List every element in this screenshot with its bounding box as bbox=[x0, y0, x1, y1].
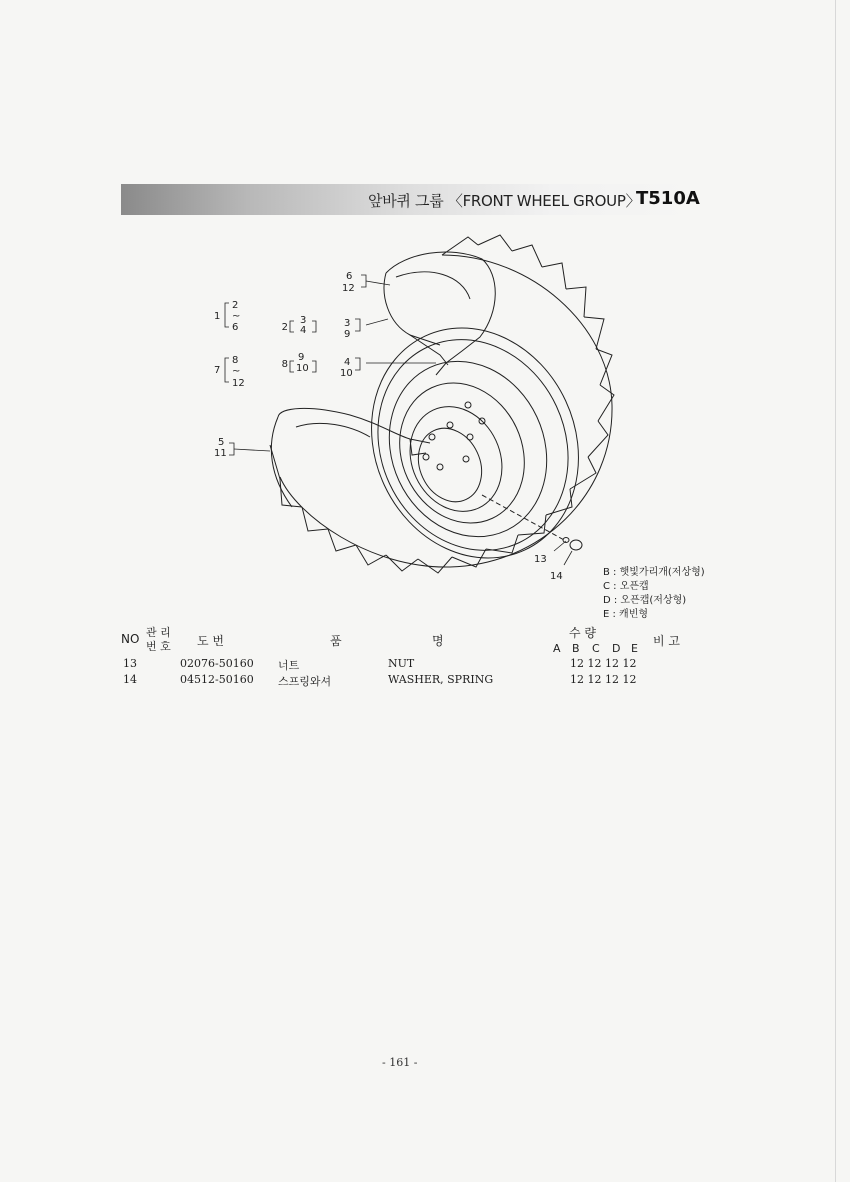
callout-14: 14 bbox=[550, 571, 563, 582]
col-drawing-no: 도 번 bbox=[197, 634, 224, 648]
callout-2-top: 3 bbox=[300, 315, 307, 326]
page-number: - 161 - bbox=[382, 1056, 418, 1069]
wheel-illustration bbox=[200, 215, 710, 625]
row-part-no: 02076-50160 bbox=[180, 657, 254, 670]
callout-8-top: 9 bbox=[298, 352, 305, 363]
row-no: 13 bbox=[123, 657, 137, 670]
model-code: T510A bbox=[636, 188, 700, 209]
callout-10: 10 bbox=[340, 368, 353, 379]
callout-7: 7 bbox=[214, 365, 221, 376]
col-remark: 비 고 bbox=[653, 634, 680, 648]
callout-1-top: 2 bbox=[232, 300, 239, 311]
callout-2: 2 bbox=[281, 322, 288, 333]
callout-8-bottom: 10 bbox=[296, 363, 309, 374]
model-variant-legend bbox=[603, 566, 705, 622]
callout-7-mid: ~ bbox=[232, 366, 241, 377]
row-name-en: NUT bbox=[388, 657, 415, 670]
callout-labels bbox=[214, 271, 563, 582]
row-name-kr: 스프링와셔 bbox=[278, 675, 332, 688]
col-mgmt-top: 관 리 bbox=[146, 626, 171, 639]
row-no: 14 bbox=[123, 673, 137, 686]
callout-5: 5 bbox=[218, 437, 225, 448]
legend-c: C : 오픈캡 bbox=[603, 581, 649, 592]
col-qty-a: A bbox=[553, 642, 561, 655]
row-part-no: 04512-50160 bbox=[180, 673, 254, 686]
col-name-1: 품 bbox=[330, 634, 342, 648]
page-edge-line bbox=[835, 0, 836, 1182]
callout-1-mid: ~ bbox=[232, 311, 241, 322]
legend-e: E : 캐빈형 bbox=[603, 609, 649, 620]
col-qty-b: B bbox=[572, 642, 580, 655]
col-qty-c: C bbox=[592, 642, 600, 655]
legend-d: D : 오픈캡(저상형) bbox=[603, 595, 687, 606]
callout-2-bottom: 4 bbox=[300, 325, 307, 336]
col-name-2: 명 bbox=[432, 634, 444, 648]
row-name-kr: 너트 bbox=[278, 659, 300, 672]
callout-1: 1 bbox=[214, 311, 221, 322]
col-no: NO bbox=[121, 632, 140, 646]
upper-fender bbox=[384, 252, 495, 375]
bolt-holes bbox=[423, 402, 485, 470]
callout-4: 4 bbox=[344, 357, 351, 368]
callout-3: 3 bbox=[344, 318, 351, 329]
callout-7-top: 8 bbox=[232, 355, 239, 366]
legend-b: B : 햇빛가리개(저상형) bbox=[603, 567, 705, 578]
callout-9: 9 bbox=[344, 329, 351, 340]
lower-fender bbox=[271, 408, 430, 507]
group-title: 앞바퀴 그룹 〈FRONT WHEEL GROUP〉 bbox=[368, 192, 641, 210]
callout-1-bottom: 6 bbox=[232, 322, 239, 333]
nut-and-washer bbox=[563, 538, 582, 551]
callout-8: 8 bbox=[281, 359, 288, 370]
col-mgmt-bottom: 번 호 bbox=[146, 640, 171, 653]
row-qty: 12 12 12 12 bbox=[570, 673, 637, 686]
row-name-en: WASHER, SPRING bbox=[388, 673, 494, 686]
rim-face bbox=[335, 294, 616, 592]
callout-11: 11 bbox=[214, 448, 227, 459]
col-qty: 수 량 bbox=[569, 626, 596, 640]
callout-12: 12 bbox=[342, 283, 355, 294]
col-qty-e: E bbox=[631, 642, 638, 655]
front-wheel-diagram bbox=[200, 215, 710, 625]
callout-7-bottom: 12 bbox=[232, 378, 245, 389]
col-qty-d: D bbox=[612, 642, 621, 655]
callout-13: 13 bbox=[534, 554, 547, 565]
callout-6: 6 bbox=[346, 271, 353, 282]
row-qty: 12 12 12 12 bbox=[570, 657, 637, 670]
